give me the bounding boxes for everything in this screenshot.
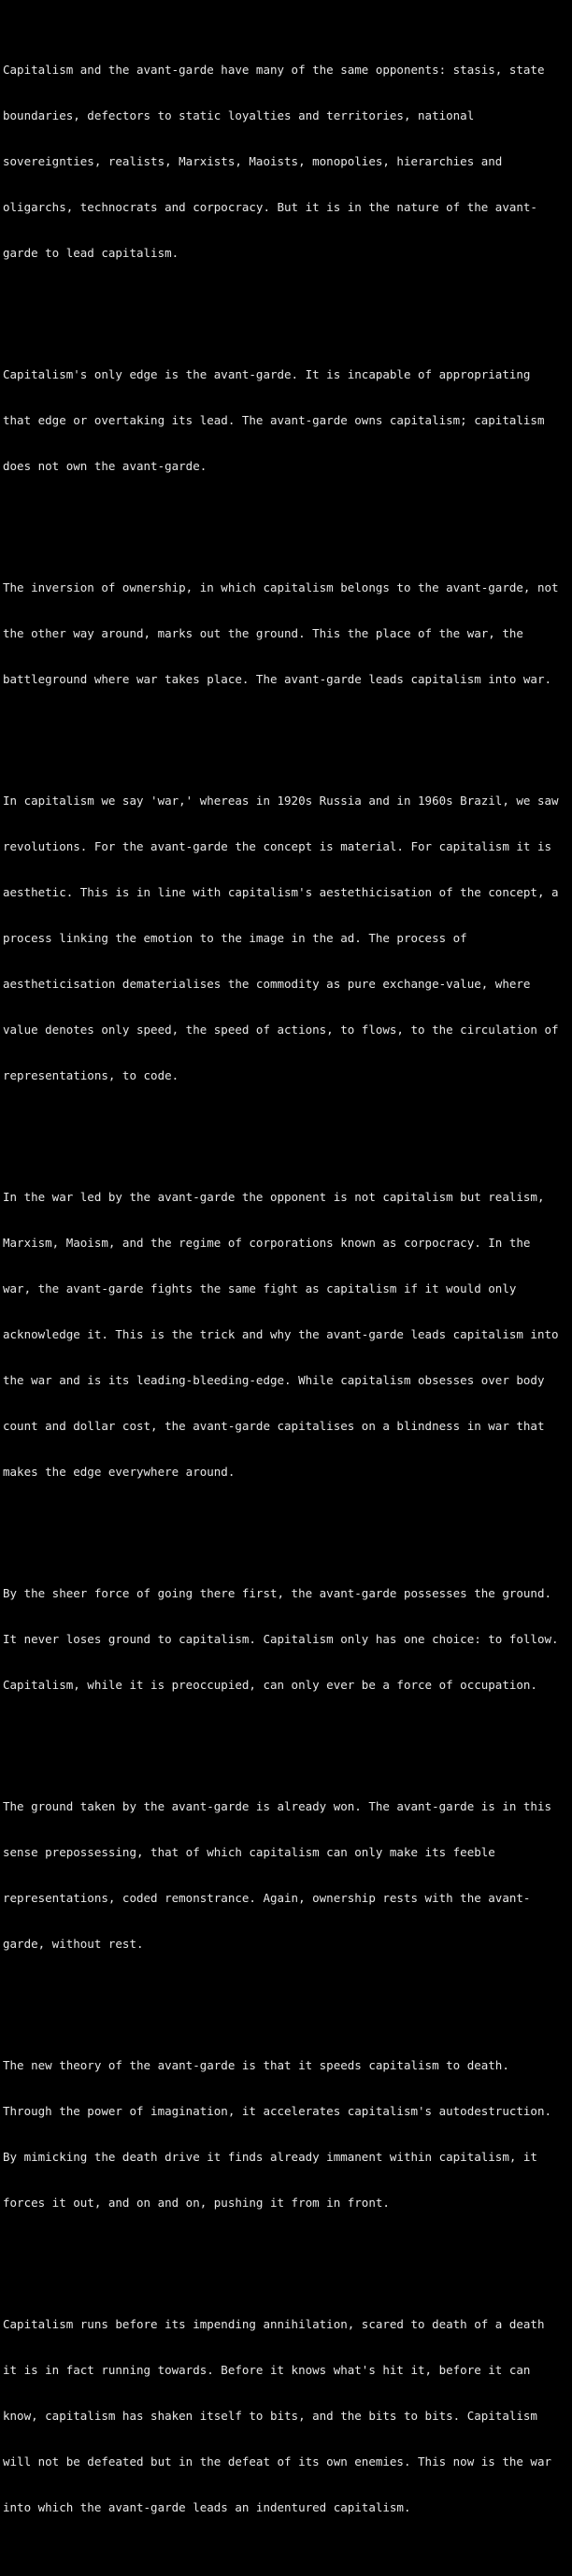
text-line: garde, without rest. xyxy=(3,1936,144,1951)
text-line: will not be defeated but in the defeat of its own enemies. This now is the war xyxy=(3,2454,551,2469)
text-line: Through the power of imagination, it accelerates capitalism's autodestruction. xyxy=(3,2103,551,2118)
text-line: value denotes only speed, the speed of actions, to flows, to the circulation of xyxy=(3,1022,559,1037)
paragraph-8 xyxy=(3,2027,572,2240)
text-line: In capitalism we say 'war,' whereas in 1920s Russia and in 1960s Brazil, we saw xyxy=(3,794,559,809)
paragraph-3 xyxy=(3,551,572,718)
text-line: representations, coded remonstrance. Again, ownership rests with the avant- xyxy=(3,1890,531,1905)
text-line: Marxism, Maoism, and the regime of corporations known as corpocracy. In the xyxy=(3,1236,531,1251)
text-line: boundaries, defectors to static loyalties and territories, national xyxy=(3,108,475,123)
text-line: Capitalism, while it is preoccupied, can only ever be a force of occupation. xyxy=(3,1677,537,1692)
paragraph-9 xyxy=(3,2287,572,2546)
text-line: the war and is its leading-bleeding-edge. While capitalism obsesses over body xyxy=(3,1372,545,1387)
text-line: The ground taken by the avant-garde is already won. The avant-garde is in this xyxy=(3,1799,551,1814)
text-line: aestheticisation dematerialises the commodity as pure exchange-value, where xyxy=(3,977,531,991)
text-line: makes the edge everywhere around. xyxy=(3,1464,236,1479)
text-line: By the sheer force of going there first, the avant-garde possesses the ground. xyxy=(3,1585,551,1600)
text-line: By mimicking the death drive it finds already immanent within capitalism, it xyxy=(3,2149,537,2164)
text-line: sovereignties, realists, Marxists, Maoists, monopolies, hierarchies and xyxy=(3,153,503,168)
text-line: forces it out, and on and on, pushing it from in front. xyxy=(3,2195,390,2210)
paragraph-1 xyxy=(3,33,572,292)
text-line: In the war led by the avant-garde the opponent is not capitalism but realism, xyxy=(3,1190,545,1205)
text-line: war, the avant-garde fights the same fight as capitalism if it would only xyxy=(3,1281,517,1295)
text-line: representations, to code. xyxy=(3,1067,179,1082)
text-line: the other way around, marks out the ground. This the place of the war, the xyxy=(3,626,523,641)
text-line: Capitalism's only edge is the avant-garde. It is incapable of appropriating xyxy=(3,367,531,382)
paragraph-7 xyxy=(3,1768,572,1982)
text-line: into which the avant-garde leads an indentured capitalism. xyxy=(3,2499,411,2514)
text-line: process linking the emotion to the image in the ad. The process of xyxy=(3,931,467,946)
text-line: Capitalism and the avant-garde have many of the same opponents: stasis, state xyxy=(3,63,545,78)
paragraph-4 xyxy=(3,764,572,1114)
text-line: The new theory of the avant-garde is that it speeds capitalism to death. xyxy=(3,2058,509,2073)
text-line: know, capitalism has shaken itself to bits, and the bits to bits. Capitalism xyxy=(3,2408,537,2423)
text-line: does not own the avant-garde. xyxy=(3,458,207,473)
text-line: Capitalism runs before its impending annihilation, scared to death of a death xyxy=(3,2317,545,2332)
text-line: aesthetic. This is in line with capitalism's aestethicisation of the concept, a xyxy=(3,885,559,900)
text-line: battleground where war takes place. The avant-garde leads capitalism into war. xyxy=(3,672,551,687)
text-line: revolutions. For the avant-garde the concept is material. For capitalism it is xyxy=(3,839,551,854)
text-line: it is in fact running towards. Before it knows what's hit it, before it can xyxy=(3,2363,531,2378)
text-line: It never loses ground to capitalism. Capitalism only has one choice: to follow. xyxy=(3,1631,559,1646)
paragraph-2 xyxy=(3,337,572,505)
paragraph-5 xyxy=(3,1160,572,1510)
text-line: The inversion of ownership, in which capitalism belongs to the avant-garde, not xyxy=(3,580,559,595)
text-line: garde to lead capitalism. xyxy=(3,245,179,260)
text-line: acknowledge it. This is the trick and why the avant-garde leads capitalism into xyxy=(3,1326,559,1341)
paragraph-6 xyxy=(3,1555,572,1723)
text-line: that edge or overtaking its lead. The avant-garde owns capitalism; capitalism xyxy=(3,413,545,428)
text-line: count and dollar cost, the avant-garde capitalises on a blindness in war that xyxy=(3,1418,545,1433)
text-line: oligarchs, technocrats and corpocracy. But it is in the nature of the avant- xyxy=(3,199,537,214)
text-line: sense prepossessing, that of which capitalism can only make its feeble xyxy=(3,1844,495,1859)
